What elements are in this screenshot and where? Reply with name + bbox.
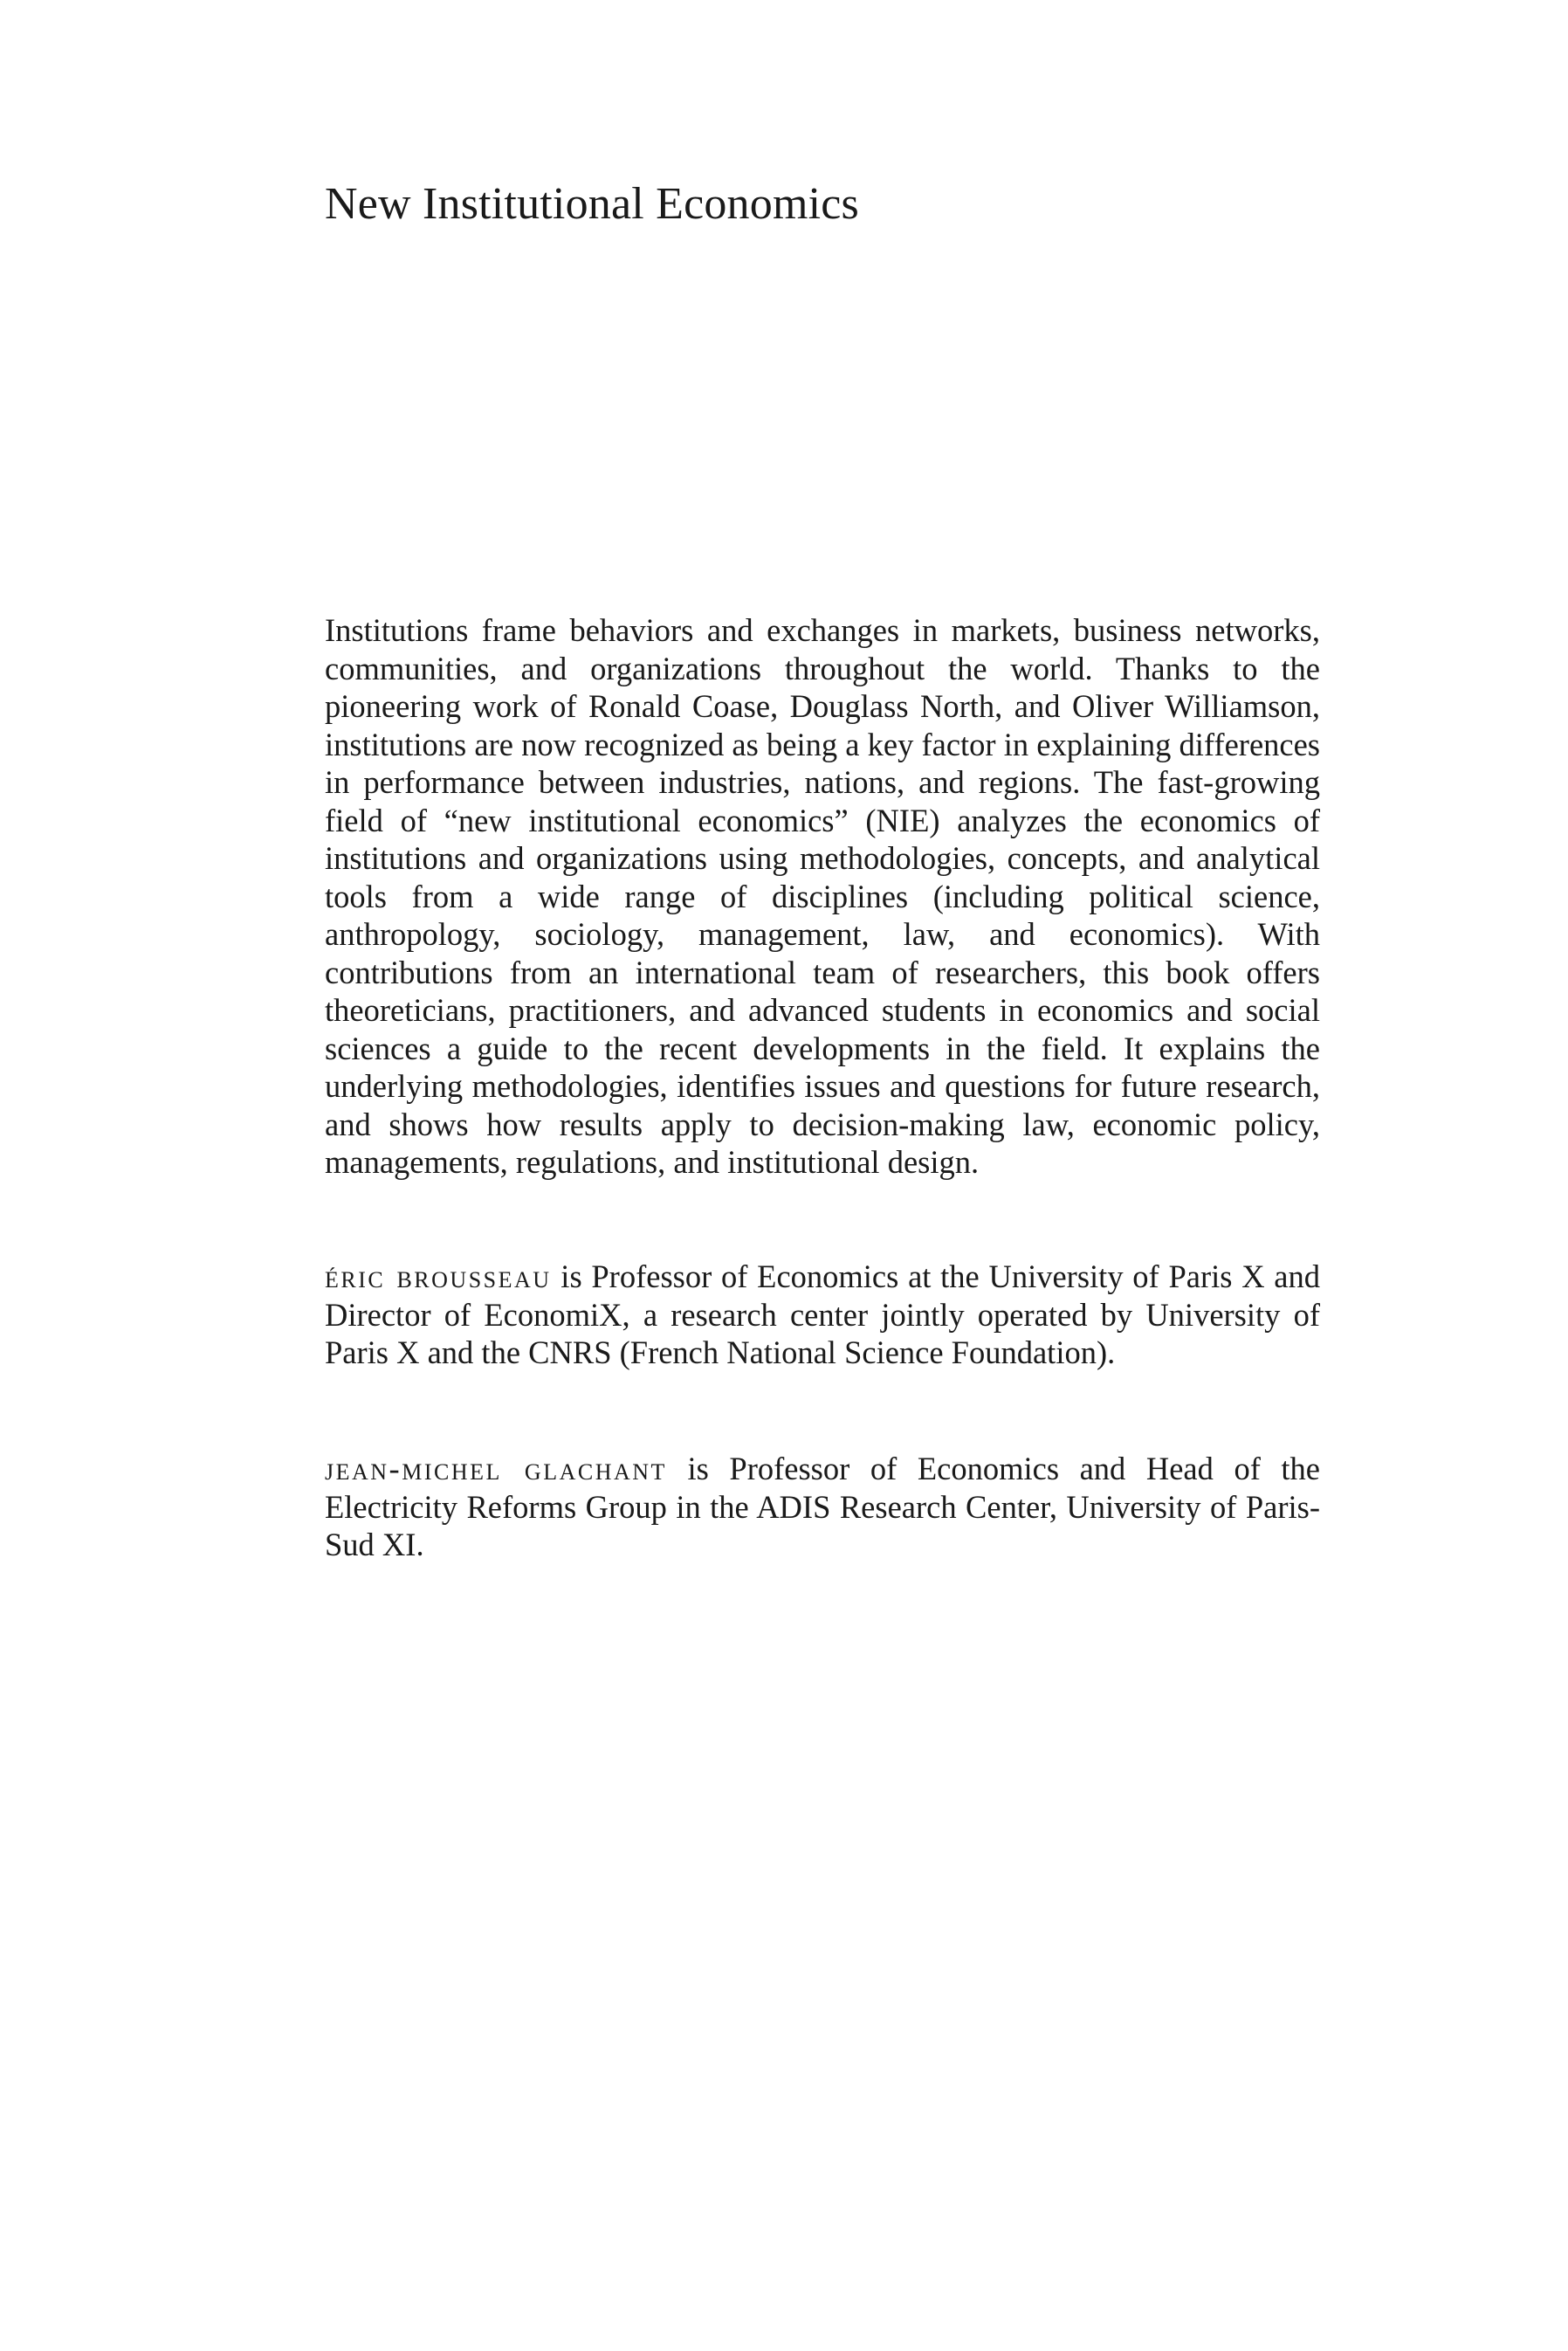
author-bio-glachant (325, 1450, 1320, 1564)
author-name: éric brousseau (325, 1258, 552, 1294)
author-bio-brousseau (325, 1258, 1320, 1372)
book-title: New Institutional Economics (325, 179, 859, 229)
author-name: jean-michel glachant (325, 1451, 667, 1486)
author-bio-text: is Professor of Economics and Head of the Electricity Reforms Group in the ADIS Research Center, University of Paris-Sud XI. (325, 1451, 1321, 1562)
book-description: Institutions frame behaviors and exchanges in markets, business networks, communities, and organizations throughout the world. Thanks to the pioneering work of Ronald Coase, Douglass North, and Oliver Williamson, institutions are now recognized as being a key factor in explaining differences in performance between industries, nations, and regions. The fast-growing field of “new institutional economics” (NIE) analyzes the economics of institutions and organizations using methodologies, concepts, and analytical tools from a wide range of disciplines (including political science, anthropology, sociology, management, law, and economics). With contributions from an international team of researchers, this book offers theoreticians, practitioners, and advanced students in economics and social sciences a guide to the recent developments in the field. It explains the underlying methodologies, identifies issues and questions for future research, and shows how results apply to decision-making law, economic policy, managements, regulations, and institutional design. (325, 612, 1320, 1180)
author-bio-text: is Professor of Economics at the University of Paris X and Director of EconomiX, a research center jointly operated by University of Paris X and the CNRS (French National Science Foundation). (325, 1258, 1320, 1370)
